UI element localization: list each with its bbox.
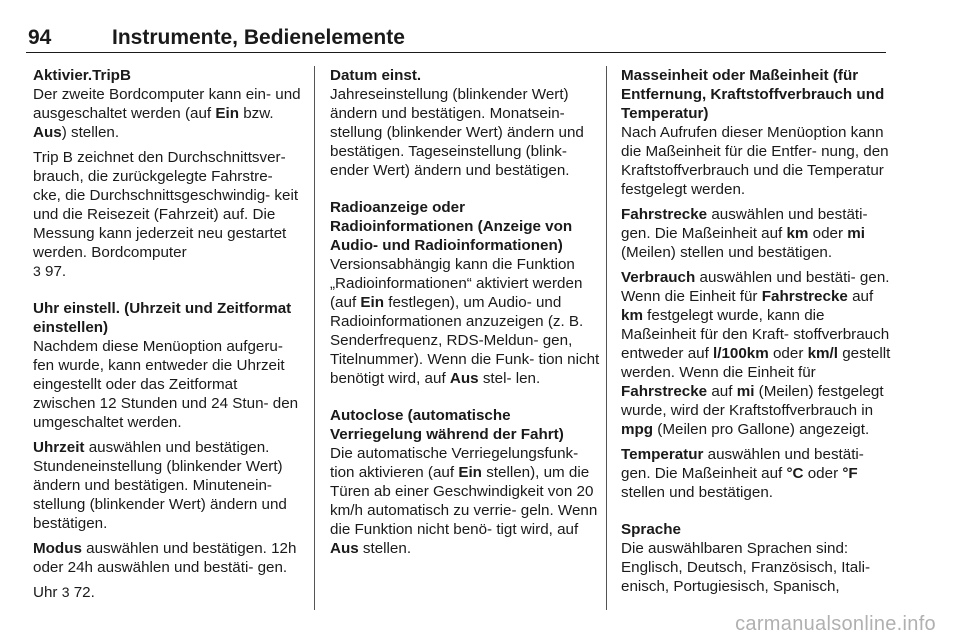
section-heading-language: Sprache [621, 521, 681, 538]
column-2 [330, 66, 600, 564]
page-reference-arrow-icon: 3 [33, 263, 41, 279]
column-divider [314, 66, 315, 610]
page-reference: 72. [69, 584, 95, 601]
page-header [26, 24, 886, 54]
paragraph: Verbrauch auswählen und bestäti- gen. Wenn die Einheit für Fahrstrecke auf km festgelegt wurde, kann die Maßeinheit für den Kraft- stoffverbrauch entweder auf l/100km oder km/l gestellt werden. Wenn die Einheit für Fahrstrecke auf mi (Meilen) festgelegt wurde, wird der Kraftstoffverbrauch in mpg (Meilen pro Gallone) angezeigt. [621, 269, 891, 438]
column-1 [33, 66, 303, 608]
paragraph: Fahrstrecke auswählen und bestäti- gen. Die Maßeinheit auf km oder mi (Meilen) stellen und bestätigen. [621, 206, 868, 261]
paragraph: Jahreseinstellung (blinkender Wert) ändern und bestätigen. Monatsein- stellung (blinkender Wert) ändern und bestätigen. Tageseinstellung (blink- ender Wert) ändern und bestätigen. [330, 86, 584, 179]
page-reference: 97. [40, 263, 67, 280]
column-divider [606, 66, 607, 610]
header-rule [26, 52, 886, 53]
paragraph: Die automatische Verriegelungsfunk- tion aktivieren (auf Ein stellen), um die Türen ab einer Geschwindigkeit von 20 km/h automatisch zu verrie- geln. Wenn die Funktion nicht benö- tigt wird, auf Aus stellen. [330, 445, 598, 557]
page-reference-arrow-icon: 3 [61, 584, 70, 600]
paragraph: Temperatur auswählen und bestäti- gen. Die Maßeinheit auf °C oder °F stellen und bestätigen. [621, 446, 864, 501]
paragraph: Uhrzeit auswählen und bestätigen. Stundeneinstellung (blinkender Wert) ändern und bestätigen. Minutenein- stellung (blinkender Wert) ändern und bestätigen. [33, 439, 287, 532]
page-number: 94 [28, 26, 52, 49]
running-title: Instrumente, Bedienelemente [112, 26, 405, 49]
paragraph: Uhr 3 72. [33, 584, 95, 601]
section-heading-radio-info: Radioanzeige oder Radioinformationen (Anzeige von Audio- und Radioinformationen) [330, 199, 573, 254]
section-heading-trip-b: Aktivier.TripB [33, 67, 131, 84]
paragraph: Versionsabhängig kann die Funktion „Radioinformationen“ aktiviert werden (auf Ein festlegen), um Audio- und Radioinformationen anzuzeigen (z. B. Senderfrequenz, RDS-Meldun- gen, Titelnummer). Wenn die Funk- tion nicht benötigt wird, auf Aus stel- len. [330, 256, 600, 387]
paragraph: Trip B zeichnet den Durchschnittsver- brauch, die zurückgelegte Fahrstre- cke, die Durchschnittsgeschwindig- keit und die Reisezeit (Fahrzeit) auf. Die Messung kann jederzeit neu gestartet werden. Bordcomputer 3 97. [33, 149, 299, 280]
column-3 [621, 66, 891, 602]
section-heading-date: Datum einst. [330, 67, 422, 84]
section-heading-clock: Uhr einstell. (Uhrzeit und Zeitformat einstellen) [33, 300, 292, 336]
watermark: carmanualsonline.info [735, 613, 936, 635]
section-heading-autoclose: Autoclose (automatische Verriegelung während der Fahrt) [330, 407, 564, 443]
paragraph: Modus auswählen und bestätigen. 12h oder 24h auswählen und bestäti- gen. [33, 540, 297, 576]
section-heading-units: Masseinheit oder Maßeinheit (für Entfernung, Kraftstoffverbrauch und Temperatur) [621, 67, 885, 122]
paragraph: Nachdem diese Menüoption aufgeru- fen wurde, kann entweder die Uhrzeit eingestellt oder das Zeitformat zwischen 12 Stunden und 24 Stun- den umgeschaltet werden. [33, 338, 299, 431]
paragraph: Der zweite Bordcomputer kann ein- und ausgeschaltet werden (auf Ein bzw. Aus) stellen. [33, 86, 301, 141]
paragraph: Nach Aufrufen dieser Menüoption kann die Maßeinheit für die Entfer- nung, den Kraftstoffverbrauch und die Temperatur festgelegt werden. [621, 124, 889, 198]
paragraph: Die auswählbaren Sprachen sind: Englisch, Deutsch, Französisch, Itali- enisch, Portugiesisch, Spanisch, [621, 540, 870, 595]
